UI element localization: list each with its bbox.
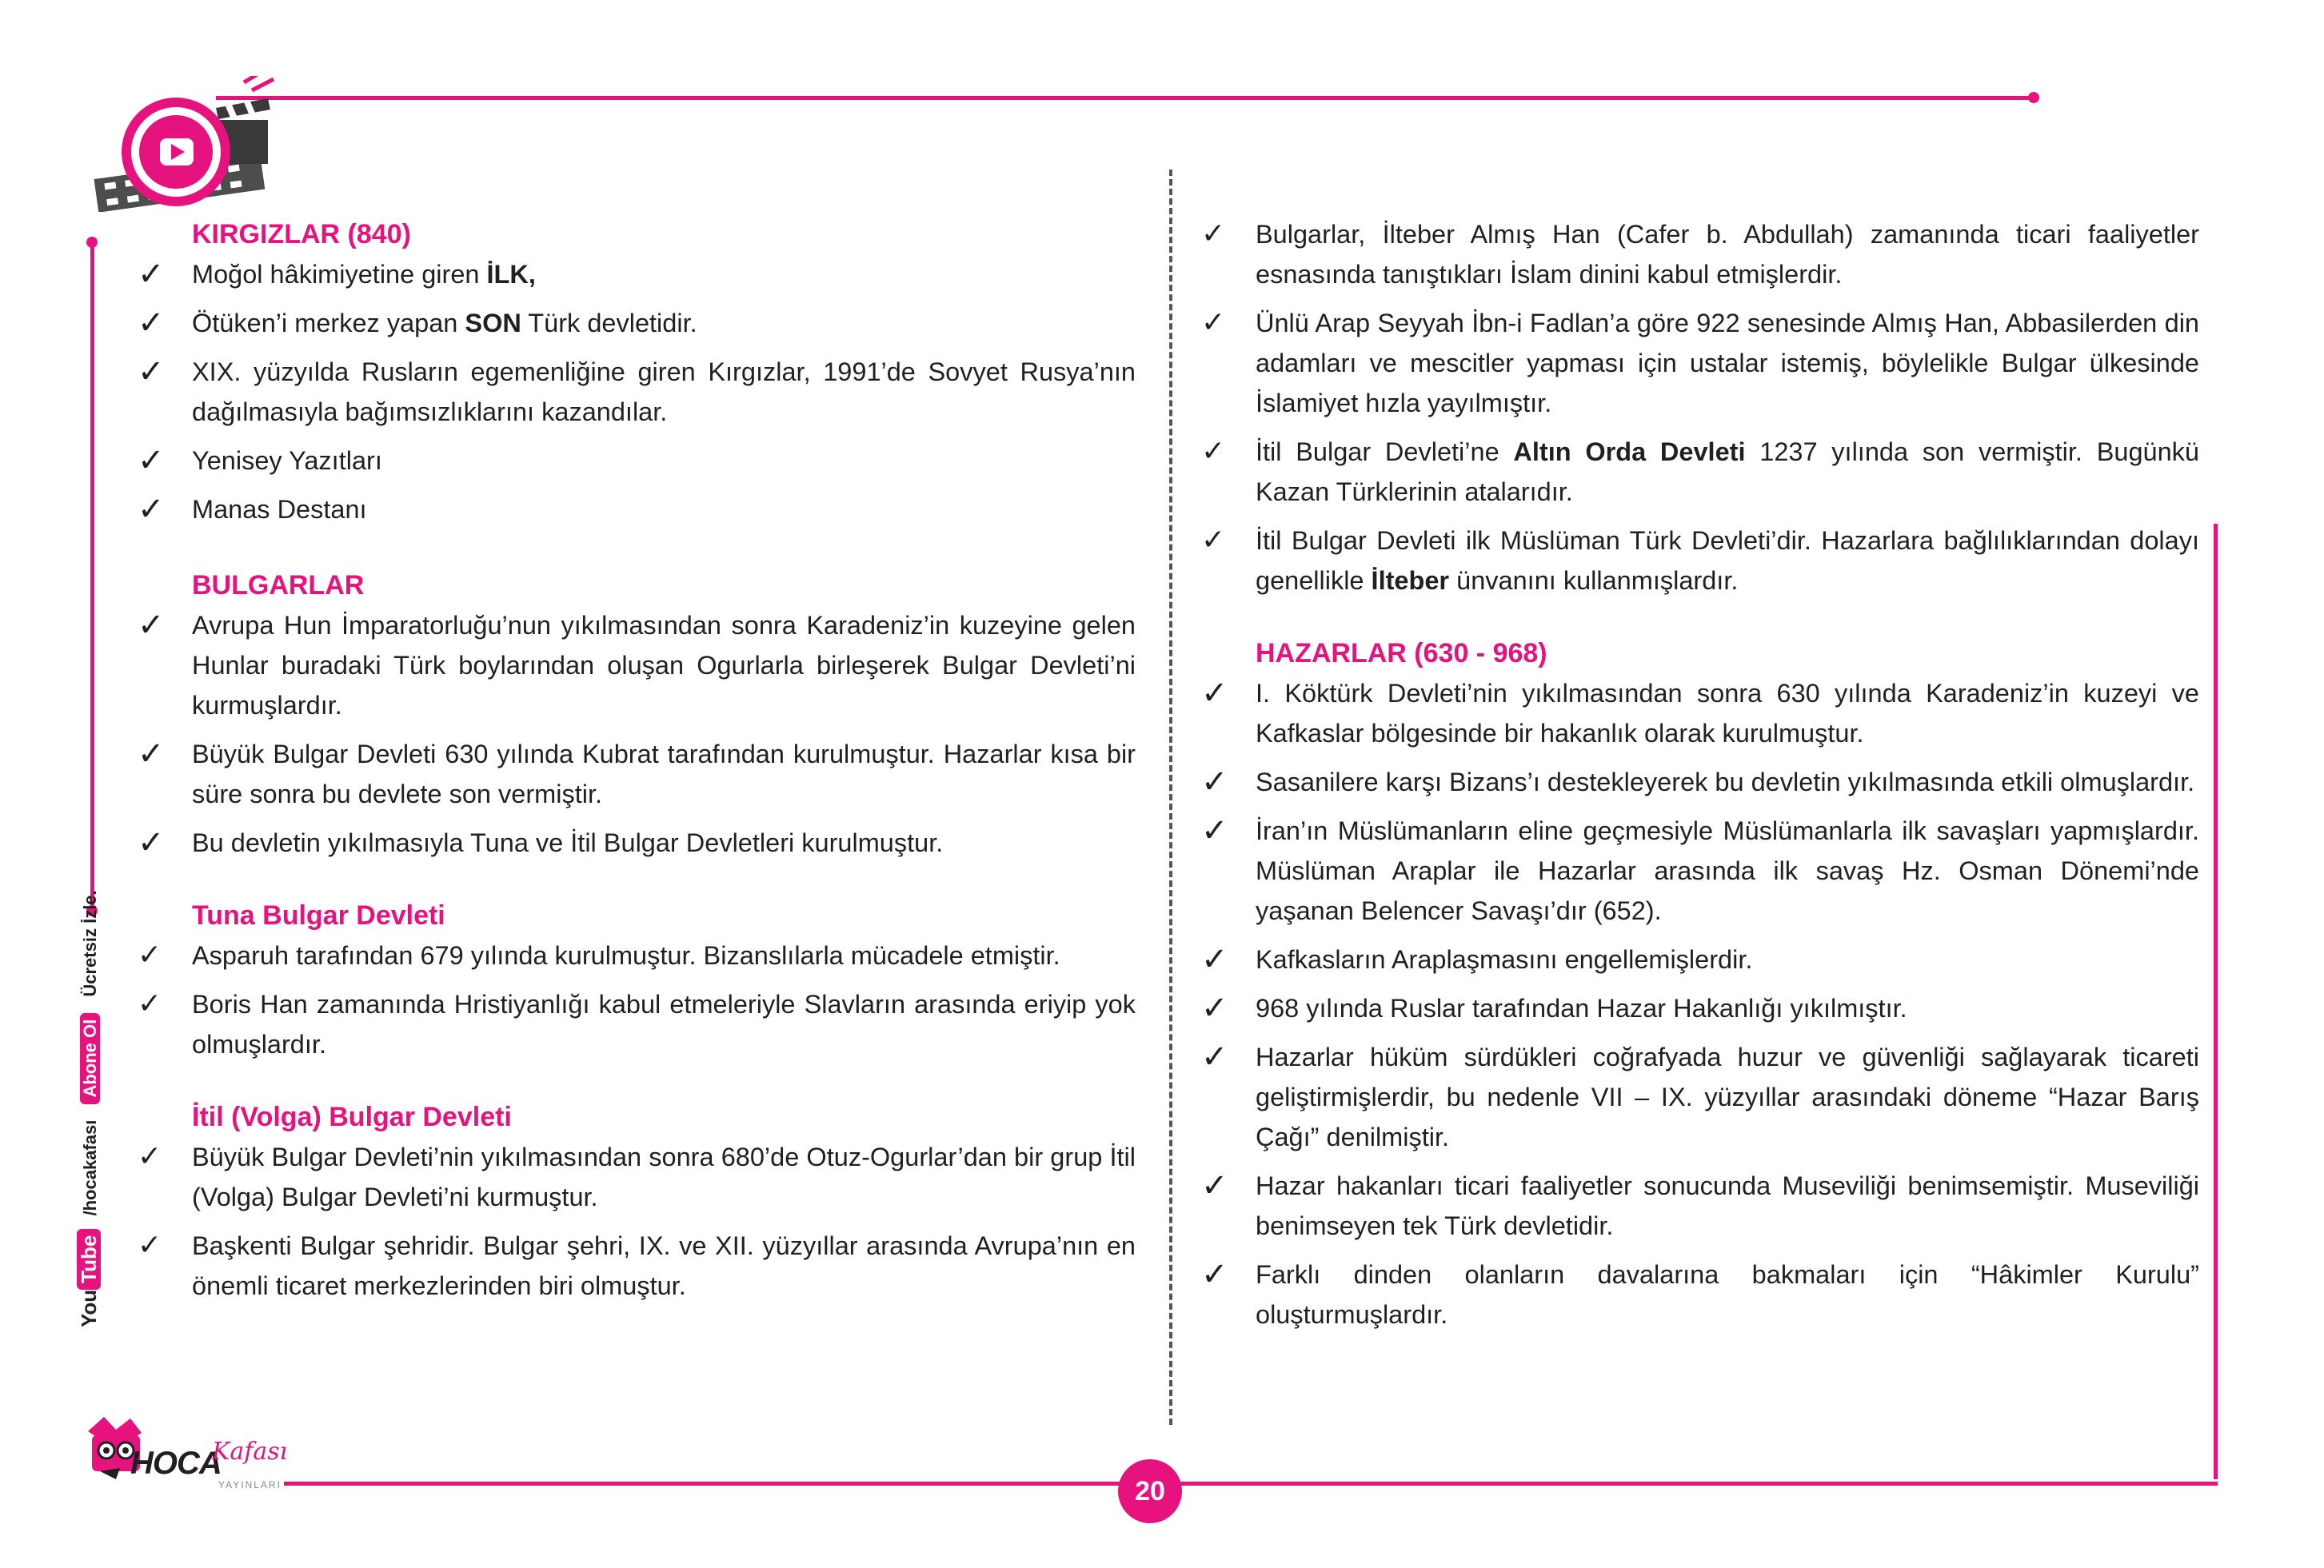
- list-item: ✓ Bu devletin yıkılmasıyla Tuna ve İtil Bulgar Devletleri kurulmuştur.: [138, 824, 944, 861]
- list-item: ✓ Boris Han zamanında Hristiyanlığı kabul etmeleriyle Slavların arasında eriyip yok olmuşlardır.: [136, 984, 1136, 1064]
- check-icon: ✓: [138, 353, 165, 390]
- check-icon: ✓: [138, 256, 165, 293]
- youtube-sidebar[interactable]: [77, 890, 102, 1327]
- check-icon: ✓: [1201, 1167, 1228, 1204]
- check-icon: ✓: [1201, 764, 1228, 800]
- logo-brand-script: Kafası: [212, 1438, 288, 1466]
- top-rule: [216, 96, 2031, 100]
- check-icon: ✓: [1201, 812, 1228, 849]
- free-watch-text: Ücretsiz İzle.: [80, 890, 100, 997]
- list-item: ✓ İran’ın Müslümanların eline geçmesiyle Müslümanlarla ilk savaşları yapmışlardır. Müslüman Araplar ile Hazarlar arasında ilk savaş Hz. Osman Dönemi’nde yaşanan Belencer Savaşı’dır (652).: [1201, 812, 2199, 925]
- list-item: ✓ Ötüken’i merkez yapan SON Türk devletidir.: [138, 305, 697, 341]
- logo-brand: HOCA: [130, 1446, 222, 1481]
- check-icon: ✓: [138, 491, 165, 528]
- left-rule: [90, 240, 94, 912]
- list-item: ✓ Yenisey Yazıtları: [138, 442, 382, 479]
- list-item: ✓ Manas Destanı: [138, 491, 367, 528]
- list-item: ✓ Hazar hakanları ticari faaliyetler sonucunda Museviliği benimsemiştir. Museviliği benimseyen tek Türk devletidir.: [1201, 1167, 2199, 1240]
- list-item: ✓ I. Köktürk Devleti’nin yıkılmasından sonra 630 yılında Karadeniz’in kuzeyi ve Kafkaslar bölgesinde bir hakanlık olarak kurulmuştur.: [1201, 675, 2199, 748]
- list-item: ✓ Hazarlar hüküm sürdükleri coğrafyada huzur ve güvenliği sağlayarak ticareti geliştirmişlerdir, bu nedenle VII – IX. yüzyıllar arasındaki döneme “Hazar Barış Çağı” denilmiştir.: [1201, 1039, 2199, 1151]
- channel-name: /hocakafası: [80, 1119, 100, 1216]
- check-icon: ✓: [138, 939, 162, 972]
- list-item: ✓ İtil Bulgar Devleti’ne Altın Orda Devleti 1237 yılında son vermiştir. Bugünkü Kazan Türklerinin atalarıdır.: [1200, 432, 2199, 512]
- list-item: ✓ Sasanilere karşı Bizans’ı destekleyerek bu devletin yıkılmasında etkili olmuşlardır.: [1201, 764, 2195, 800]
- check-icon: ✓: [138, 987, 162, 1020]
- list-item: ✓ Bulgarlar, İlteber Almış Han (Cafer b. Abdullah) zamanında ticari faaliyetler esnasında tanıştıkları İslam dinini kabul etmişlerdir.: [1200, 214, 2199, 294]
- heading-itil: İtil (Volga) Bulgar Devleti: [192, 1102, 512, 1132]
- check-icon: ✓: [138, 442, 165, 479]
- list-item: ✓ İtil Bulgar Devleti ilk Müslüman Türk Devleti’dir. Hazarlara bağlılıklarından dolayı genellikle İlteber ünvanını kullanmışlardır.: [1200, 521, 2199, 600]
- heading-bulgarlar: BULGARLAR: [192, 570, 365, 600]
- check-icon: ✓: [1201, 435, 1226, 468]
- check-icon: ✓: [1201, 990, 1228, 1027]
- check-icon: ✓: [1201, 217, 1226, 250]
- list-item: ✓ Avrupa Hun İmparatorluğu’nun yıkılmasından sonra Karadeniz’in kuzeyine gelen Hunlar buradaki Türk boylarından oluşan Ogurlarla birleşerek Bulgar Devleti’ni kurmuşlardır.: [138, 607, 1136, 720]
- youtube-tube: Tube: [77, 1229, 101, 1290]
- page-number: 20: [1118, 1459, 1182, 1523]
- logo-sub: YAYINLARI: [218, 1479, 282, 1490]
- list-item: ✓ Ünlü Arap Seyyah İbn-i Fadlan’a göre 922 senesinde Almış Han, Abbasilerden din adamları ve mescitler yapması için ustalar istemiş, böylelikle Bulgar ülkesinde İslamiyet hızla yayılmıştır.: [1200, 303, 2199, 423]
- check-icon: ✓: [1201, 524, 1226, 557]
- list-item: ✓ Büyük Bulgar Devleti’nin yıkılmasından sonra 680’de Otuz-Ogurlar’dan bir grup İtil (Volga) Bulgar Devleti’ni kurmuştur.: [136, 1137, 1136, 1217]
- list-item: ✓ Kafkasların Araplaşmasını engellemişlerdir.: [1201, 941, 1753, 978]
- check-icon: ✓: [1201, 675, 1228, 712]
- video-play-icon: [88, 76, 280, 212]
- check-icon: ✓: [1201, 941, 1228, 978]
- top-rule-dot: [2028, 92, 2039, 103]
- check-icon: ✓: [1201, 306, 1226, 339]
- left-rule-dot-top: [86, 237, 98, 248]
- list-item: ✓ Farklı dinden olanların davalarına bakmaları için “Hâkimler Kurulu” oluşturmuşlardır.: [1201, 1256, 2199, 1329]
- check-icon: ✓: [138, 736, 165, 772]
- youtube-you: You: [77, 1289, 101, 1327]
- list-item: ✓ 968 yılında Ruslar tarafından Hazar Hakanlığı yıkılmıştır.: [1201, 990, 1907, 1027]
- subscribe-badge[interactable]: Abone Ol: [80, 1013, 100, 1104]
- publisher-logo: [84, 1415, 292, 1503]
- right-rule: [2214, 524, 2218, 1479]
- check-icon: ✓: [138, 1140, 162, 1173]
- left-column: [136, 214, 1136, 1315]
- bottom-rule: [284, 1482, 2218, 1486]
- check-icon: ✓: [138, 1229, 162, 1262]
- heading-kirgizlar: KIRGIZLAR (840): [192, 219, 411, 249]
- list-item: ✓ Asparuh tarafından 679 yılında kurulmuştur. Bizanslılarla mücadele etmiştir.: [136, 936, 1136, 976]
- check-icon: ✓: [1201, 1256, 1228, 1293]
- list-item: ✓ Başkenti Bulgar şehridir. Bulgar şehri, IX. ve XII. yüzyıllar arasında Avrupa’nın en önemli ticaret merkezlerinden biri olmuştur.: [136, 1226, 1136, 1306]
- list-item: ✓ Moğol hâkimiyetine giren İLK,: [138, 256, 536, 293]
- list-item: ✓ XIX. yüzyılda Rusların egemenliğine giren Kırgızlar, 1991’de Sovyet Rusya’nın dağılmasıyla bağımsızlıklarını kazandılar.: [138, 353, 1136, 426]
- column-divider: [1169, 170, 1172, 1425]
- check-icon: ✓: [138, 824, 165, 861]
- list-item: ✓ Büyük Bulgar Devleti 630 yılında Kubrat tarafından kurulmuştur. Hazarlar kısa bir süre sonra bu devlete son vermiştir.: [138, 736, 1136, 808]
- check-icon: ✓: [138, 607, 165, 644]
- right-column: [1200, 214, 2199, 1343]
- video-icon-group: [88, 76, 280, 212]
- heading-hazarlar: HAZARLAR (630 - 968): [1256, 638, 1547, 668]
- check-icon: ✓: [1201, 1039, 1228, 1075]
- heading-tuna: Tuna Bulgar Devleti: [192, 900, 445, 931]
- check-icon: ✓: [138, 305, 165, 341]
